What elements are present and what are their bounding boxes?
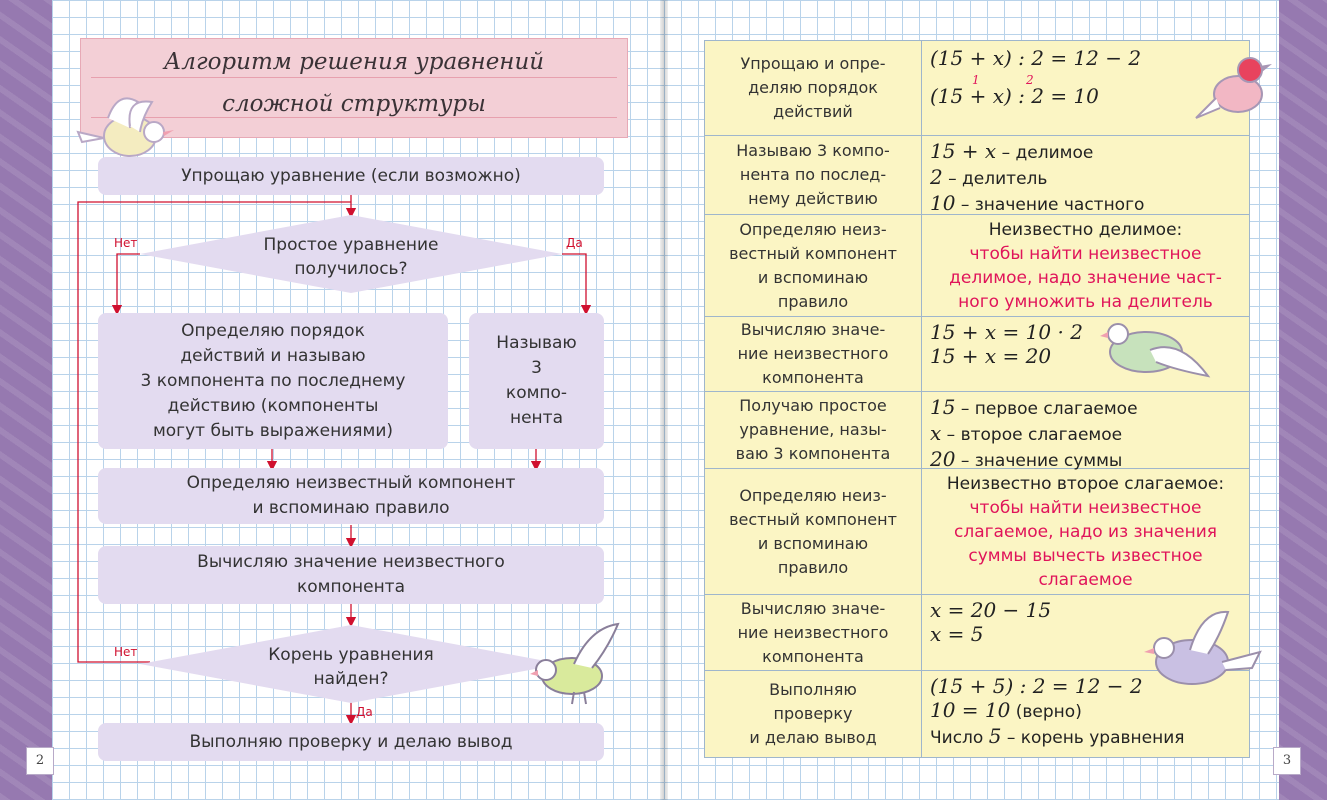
step-text-line: вестный компонент: [729, 243, 897, 263]
flow-step-compute-value: [98, 546, 604, 604]
step-text-line: компонента: [762, 646, 864, 666]
flow-step-check-and-conclude: Выполняю проверку и делаю вывод: [98, 723, 604, 761]
flow-step-unknown-component: [98, 468, 604, 524]
step4-line: Вычисляю значение неизвестного: [197, 552, 505, 572]
decision2-line-2: найден?: [313, 669, 389, 689]
rule-heading: Неизвестно второе слагаемое:: [946, 474, 1225, 494]
page-number-left: 2: [26, 747, 54, 775]
component-text: – делимое: [996, 143, 1094, 163]
equation-note: (верно): [1010, 702, 1082, 722]
step-text-line: Получаю простое: [739, 396, 887, 415]
math-expression: x: [930, 421, 942, 445]
equation: (15 + x) : 2 = 10: [930, 84, 1099, 108]
rule-text: делимое, надо значение част-: [949, 268, 1222, 288]
step-text-line: Определяю неиз-: [739, 485, 887, 505]
step-text-line: Вычисляю значе-: [740, 320, 886, 339]
decision2-no-label: Нет: [114, 645, 138, 659]
table-step-cell: [705, 215, 922, 316]
flow-step-simplify: Упрощаю уравнение (если возможно): [98, 157, 604, 195]
table-row: [705, 215, 1249, 317]
decision2-line-1: Корень уравнения: [268, 645, 434, 665]
step-text-line: и вспоминаю: [757, 267, 869, 287]
conclusion-text: – корень уравнения: [1001, 728, 1185, 748]
math-expression: 20: [930, 447, 956, 471]
step-text-line: ваю 3 компонента: [735, 444, 891, 463]
rule-text: суммы вычесть известное: [968, 546, 1203, 566]
step-text-line: Вычисляю значе-: [740, 598, 886, 618]
component-text: – значение суммы: [955, 451, 1123, 471]
step-text-line: проверку: [773, 704, 853, 723]
step-text-line: ние неизвестного: [737, 622, 889, 642]
decision1-line-1: Простое уравнение: [263, 235, 439, 255]
table-step-cell: [705, 41, 922, 135]
step-text-line: правило: [777, 557, 849, 577]
decision1-line-2: получилось?: [294, 259, 408, 279]
table-content-cell: [922, 215, 1249, 316]
rule-text: ного умножить на делитель: [958, 292, 1213, 312]
table-step-cell: [705, 136, 922, 214]
page-number-right: 3: [1273, 747, 1301, 775]
conclusion-text: Число: [930, 728, 989, 748]
order-mark-2: 2: [1026, 73, 1034, 87]
step-text-line: правило: [777, 291, 849, 311]
step3-line: Определяю неизвестный компонент: [186, 473, 516, 493]
equation: (15 + 5) : 2 = 12 − 2: [930, 674, 1143, 698]
step-right-line: нента: [509, 408, 563, 428]
step-text-line: деляю порядок: [748, 78, 878, 97]
step-text-line: Упрощаю и опре-: [740, 54, 886, 73]
table-step-cell: [705, 392, 922, 468]
table-row: [705, 136, 1249, 215]
step-left-line: могут быть выражениями): [152, 420, 394, 441]
table-content-cell: [922, 392, 1249, 471]
title-line-2: сложной структуры: [222, 91, 486, 117]
table-step-cell: [705, 317, 922, 391]
table-content-cell: [922, 469, 1249, 594]
step-text-line: компонента: [762, 368, 864, 387]
flow-step-name-components: [469, 313, 604, 449]
rule-text: слагаемое: [1038, 570, 1133, 590]
equation: 15 + x = 20: [930, 344, 1052, 368]
rule-text: слагаемое, надо из значения: [954, 522, 1217, 542]
step-text-line: и делаю вывод: [749, 728, 877, 747]
step-left-line: 3 компонента по последнему: [140, 370, 406, 391]
math-expression: 15 + x: [930, 139, 997, 163]
decision2-yes-label: Да: [356, 705, 373, 719]
order-mark-1: 1: [972, 73, 980, 87]
table-row: [705, 41, 1249, 136]
rule-text: чтобы найти неизвестное: [969, 244, 1202, 264]
equation: (15 + x) : 2 = 12 − 2: [930, 46, 1142, 70]
right-edge-decoration: [1279, 0, 1327, 800]
step3-line: и вспоминаю правило: [252, 498, 450, 518]
decision1-no-label: Нет: [114, 236, 138, 250]
bird-illustration-bottom-right: [1142, 606, 1264, 692]
step-text-line: Выполняю: [769, 680, 857, 699]
component-text: – значение частного: [955, 195, 1145, 215]
table-step-cell: [705, 671, 922, 757]
step-text-line: Называю 3 компо-: [736, 141, 890, 160]
component-text: – второе слагаемое: [941, 425, 1123, 445]
step-right-line: Называю: [496, 333, 577, 353]
math-expression: 2: [930, 165, 943, 189]
table-row: [705, 469, 1249, 595]
step-left-line: Определяю порядок: [181, 320, 365, 341]
step-text-line: нента по послед-: [739, 165, 887, 184]
table-row: [705, 392, 1249, 469]
decision1-yes-label: Да: [566, 236, 583, 250]
equation: 15 + x = 10 · 2: [930, 320, 1083, 344]
equation: x = 5: [930, 622, 984, 646]
component-text: – первое слагаемое: [955, 399, 1138, 419]
flow-decision-root-found: [140, 625, 562, 703]
step-text-line: нему действию: [748, 189, 878, 208]
title-line-1: Алгоритм решения уравнений: [163, 49, 545, 75]
table-content-cell: [922, 136, 1249, 214]
table-step-cell: [705, 595, 922, 670]
step-right-line: компо-: [505, 383, 568, 403]
step-text-line: вестный компонент: [729, 509, 897, 529]
component-text: – делитель: [942, 169, 1048, 189]
bird-illustration-middle-right: [1100, 318, 1212, 390]
math-expression: 15: [930, 395, 956, 419]
equation: 10 = 10: [930, 698, 1011, 722]
rule-text: чтобы найти неизвестное: [969, 498, 1202, 518]
step-text-line: ние неизвестного: [737, 344, 889, 363]
step-text-line: действий: [773, 102, 853, 121]
bird-illustration-top-right: [1192, 48, 1276, 132]
step4-line: компонента: [296, 577, 406, 597]
math-expression: 10: [930, 191, 956, 215]
bird-illustration-bottom-left: [530, 618, 625, 708]
equation: x = 20 − 15: [930, 598, 1052, 622]
step-text-line: уравнение, назы-: [739, 420, 887, 439]
flow-decision-simple: [140, 215, 562, 293]
step-left-line: действию (компоненты: [167, 395, 379, 416]
root-value: 5: [988, 724, 1002, 748]
step-text-line: и вспоминаю: [757, 533, 869, 553]
flow-step-order-of-operations: [98, 313, 448, 449]
step-right-line: 3: [531, 358, 542, 378]
table-step-cell: [705, 469, 922, 594]
rule-heading: Неизвестно делимое:: [988, 220, 1183, 240]
step-left-line: действий и называю: [180, 345, 366, 366]
step-text-line: Определяю неиз-: [739, 219, 887, 239]
